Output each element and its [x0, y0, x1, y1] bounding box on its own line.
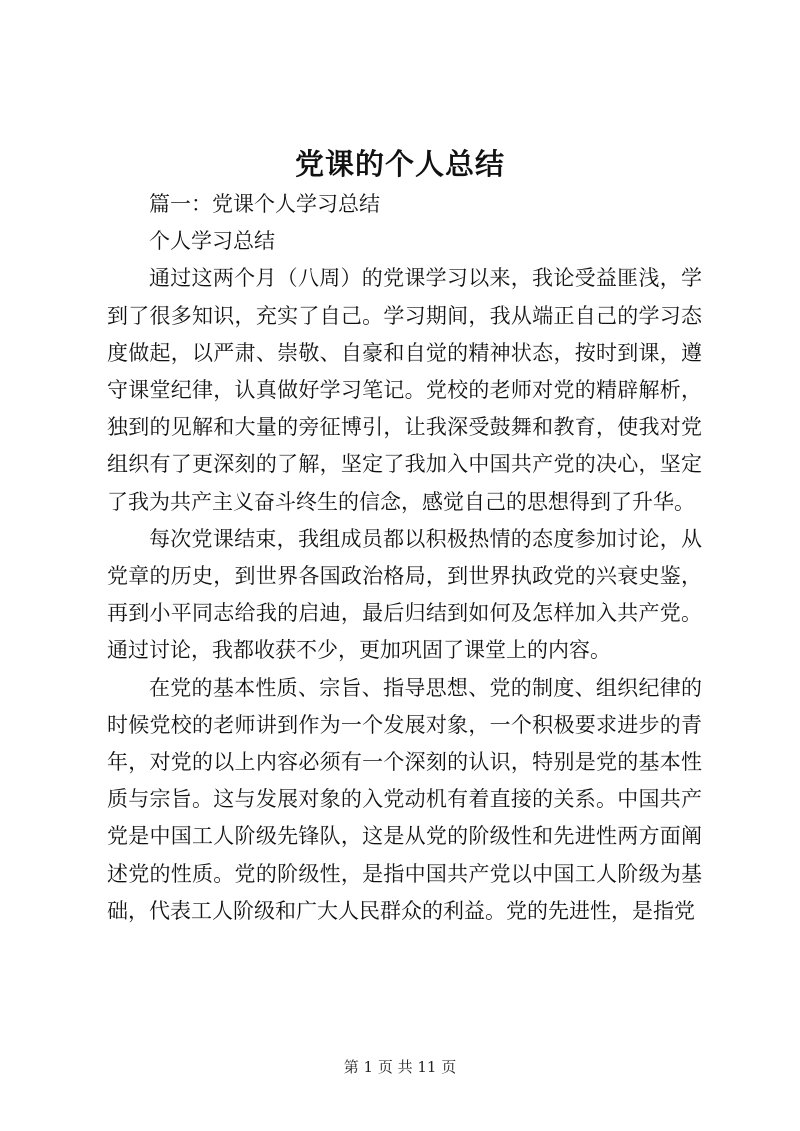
subsection-heading: 个人学习总结 [149, 229, 275, 254]
document-title: 党课的个人总结 [294, 147, 505, 181]
paragraph: 在党的基本性质、宗旨、指导思想、党的制度、组织纪律的时候党校的老师讲到作为一个发展对象，一个积极要求进步的青年，对党的以上内容必须有一个深刻的认识，特别是党的基本性质与宗旨。这与发展对象的入党动机有着直接的关系。中国共产党是中国工人阶级先锋队，这是从党的阶级性和先进性两方面阐述党的性质。党的阶级性，是指中国共产党以中国工人阶级为基础，代表工人阶级和广大人民群众的利益。党的先进性，是指党 [107, 675, 702, 923]
page-number-footer: 第 1 页 共 11 页 [343, 1058, 457, 1076]
paragraph: 每次党课结束，我组成员都以积极热情的态度参加讨论，从党章的历史，到世界各国政治格局，到世界执政党的兴衰史鉴，再到小平同志给我的启迪，最后归结到如何及怎样加入共产党。通过讨论，我都收获不少，更加巩固了课堂上的内容。 [107, 526, 702, 663]
paragraph: 通过这两个月（八周）的党课学习以来，我论受益匪浅，学到了很多知识，充实了自己。学习期间，我从端正自己的学习态度做起，以严肃、崇敬、自豪和自觉的精神状态，按时到课，遵守课堂纪律，认真做好学习笔记。党校的老师对党的精辟解析，独到的见解和大量的旁征博引，让我深受鼓舞和教育，使我对党组织有了更深刻的了解，坚定了我加入中国共产党的决心，坚定了我为共产主义奋斗终生的信念，感觉自己的思想得到了升华。 [107, 266, 702, 514]
section-heading: 篇一：党课个人学习总结 [149, 192, 380, 216]
document-body [107, 186, 702, 930]
